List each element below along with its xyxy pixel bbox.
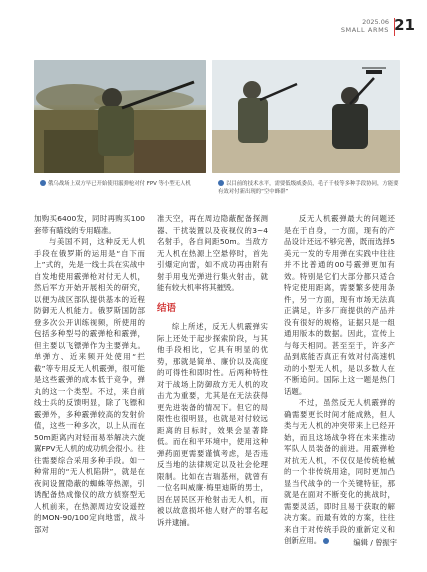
- article-column-3: [284, 213, 395, 547]
- paragraph: 加购买6400发，同时再购买100套带有瞄线的专用瞄准。: [34, 214, 145, 235]
- paragraph: [284, 397, 395, 547]
- header-text: [309, 18, 389, 34]
- camera-icon: [40, 180, 46, 186]
- paragraph: 综上所述，反无人机霰弹实际上还处于起步探索阶段，与其他手段相比，它具有明显的优势，那就是简单、廉价以及高度的可得性和即时性。后两种特性对于战场上防御敌方无人机的攻击尤为重要，尤其是在无法获得更先进装备的情况下。但它的局限性也很明显，也就是对付较远距离的目标时，效果会显著降低。而在和平环境中，使用这种弹药面更需要谨慎考虑，是否违反当地的法律规定以及社会伦理限制。比如在吉瑞基州，就曾有一位名叫威廉·梅里迪斯的男士，因在居民区开枪射击无人机，而被以故意损坏他人财产的罪名起诉并逮捕。: [157, 322, 268, 527]
- soldiers-aiming-illustration: [212, 60, 400, 173]
- issue-date: 2025.06: [362, 18, 389, 26]
- caption-right: [218, 180, 400, 196]
- soldier-shotgun-illustration: [34, 60, 206, 173]
- photo-soldier-shotgun: [34, 60, 206, 173]
- camera-icon: [218, 180, 224, 186]
- paragraph: 准天空，再在周边隐蔽配备探测器、干扰装置以及夜视仪的3~4名射手，各自间距50m。当敌方无人机在热源上空悬停时，首先引爆定向雷，如不成功再由附有射手用曳光弹进行集火射击，就能有较大机率将其摧毁。: [157, 214, 268, 292]
- editor-credit: 编辑 / 曾振宇: [353, 538, 397, 547]
- paragraph-text: 不过，虽然反无人机霰弹的确需要更长时间才能成熟，但人类与无人机的冲突带来上已经开始，而且这场战争将在未来推动军队人员装备的前进。用霰弹枪对抗无人机，不仅仅是传统枪械的一个非传统用途，同时更加凸显当代战争的一个关键特征，那就是在面对不断变化的挑战时，需要灵活，即时且易于获取的解决方案。而最有效的方案，往往来自于对传统手段的重新定义和创新应用。: [284, 398, 395, 545]
- paragraph: 与美国不同，这种反无人机手段在俄罗斯的运用是“自下而上”式的，先是一线士兵在实战中自发地使用霰弹枪对付无人机，然后军方开始开展相关的研究，以便为战区部队提供基本的近程防御无人机能力。俄罗斯国防部登多次公开训练视频，所使用的包括多种型号的霰弹枪和霰弹，但主要以飞镖弹作为主要弹丸。单弹方、近来频开处使用“拦截”等专用反无人机霰弹，很可能是这些霰弹的成本低于竞争，弹丸的这一个类型。不过，来自前线士兵的反馈明显，除了飞镖和霰弹外，多种霰弹较高的发射价值，这些一种多次，以上从而在50m距离内对轻而易举解决六旋翼FPV无人机的成功机会很小。往往需要综合采用多种手段。如一种常用的“无人机陷阱”，就是在夜间设置隐蔽的蜘蛛等热源，引诱配备热成像仪的敌方侦察型无人机前来，在热源周边安设遥控的MON-90/100定向地雷，战斗部对: [34, 237, 145, 534]
- photo-soldiers-aiming: [212, 60, 400, 173]
- caption-left-text: 俄乌战场上双方早已开始使用霰弹枪对付 FPV 等小型无人机: [48, 181, 191, 187]
- magazine-name: SMALL ARMS: [340, 26, 389, 34]
- caption-left: [40, 180, 210, 189]
- section-heading-conclusion: 结语: [157, 302, 177, 314]
- end-mark-icon: [323, 538, 329, 544]
- article-column-2: [157, 213, 268, 528]
- caption-right-text: 以目前的技术水平，需要低级威委员，毛子千枝等多种手段协同，方能要有效对付新出现的“空中蜂群”: [218, 181, 399, 195]
- page-number: 21: [394, 16, 415, 34]
- paragraph: 反无人机霰弹最大的问题还是在于自身，一方面，现有的产品设计还远不够完善，既而选择5美元一发的专用弹在实践中往往并不比普通的00号霰弹更加有效。特别是它们大部分都只适合特定使用距离，需要繁多使用条件，另一方面，现有市场无法真正满足，许多厂商提供的产品并没有很好的规格，证据只是一组通用版本的数据。因此，宣传上与每天相同。甚至至于，许多产品到底能否真正有效对付高速机动的小型无人机，是以多数人在不断追问。国际上这一题是热门话题。: [284, 214, 395, 396]
- article-column-1: [34, 213, 145, 535]
